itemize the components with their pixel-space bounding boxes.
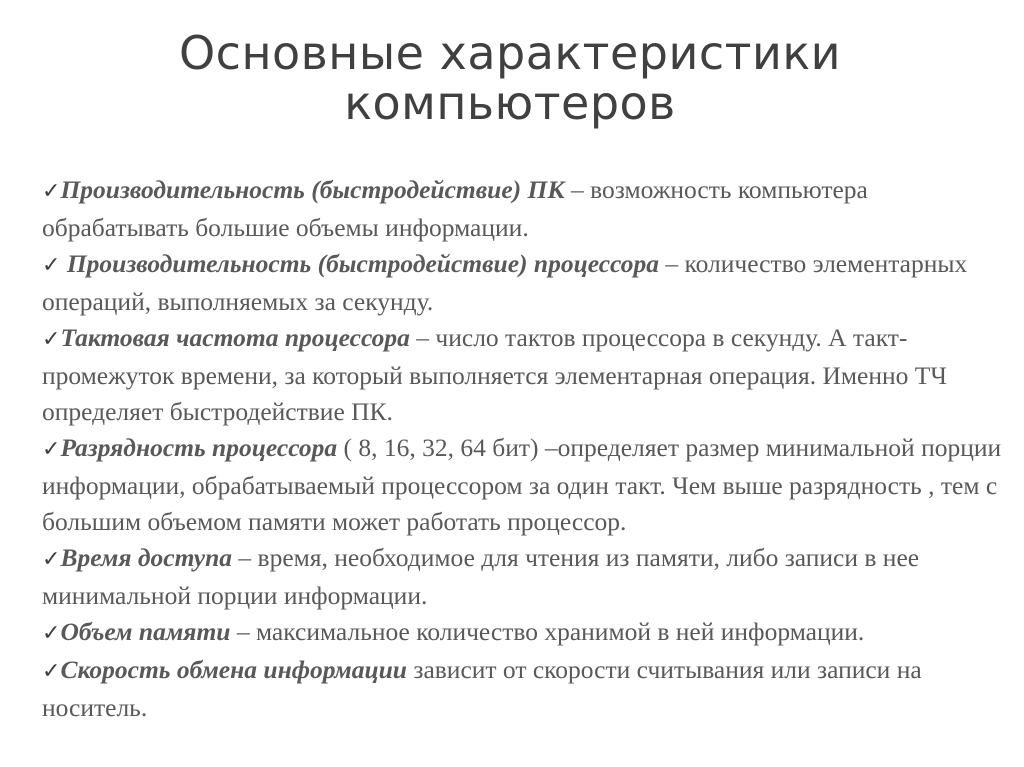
definition-memory-size: – максимальное количество хранимой в ней информации. xyxy=(230,617,865,646)
checkmark-icon: ✓ xyxy=(42,179,61,204)
checkmark-icon: ✓ xyxy=(42,659,61,684)
definition-cpu-performance: – количество элементарных операций, выполняемых за секунду. xyxy=(42,249,968,316)
list-item-memory-size xyxy=(42,614,1010,652)
list-item-pc-performance xyxy=(42,172,1010,246)
checkmark-icon: ✓ xyxy=(42,437,61,462)
checkmark-icon: ✓ xyxy=(42,621,61,646)
slide-title-line-1: Основные характеристики xyxy=(178,26,842,80)
characteristics-list xyxy=(42,172,1010,726)
list-item-clock-frequency xyxy=(42,320,1010,430)
checkmark-icon: ✓ xyxy=(42,547,61,572)
definition-bit-width: ( 8, 16, 32, 64 бит) –определяет размер минимальной порции информации, обрабатываемый процессором за один такт. Чем выше разрядность , тем с большим объемом памяти может работать процессор. xyxy=(42,433,1002,536)
definition-clock-frequency: – число тактов процессора в секунду. А такт- промежуток времени, за который выполняется элементарная операция. Именно ТЧ определяет быстродействие ПК. xyxy=(42,323,947,426)
definition-exchange-speed: зависит от скорости считывания или записи на носитель. xyxy=(42,655,922,722)
term-access-time: Время доступа xyxy=(60,543,233,572)
list-item-cpu-performance xyxy=(42,246,1010,320)
slide-title xyxy=(150,28,870,128)
checkmark-icon: ✓ xyxy=(42,253,61,278)
term-clock-frequency: Тактовая частота процессора xyxy=(60,323,410,352)
term-pc-performance: Производительность (быстродействие) ПК xyxy=(60,175,565,204)
term-exchange-speed: Скорость обмена информации xyxy=(60,655,407,684)
list-item-bit-width xyxy=(42,430,1010,540)
definition-access-time: – время, необходимое для чтения из памяти, либо записи в нее минимальной порции информации. xyxy=(42,543,920,610)
term-bit-width: Разрядность процессора xyxy=(60,433,338,462)
checkmark-icon: ✓ xyxy=(42,327,61,352)
definition-pc-performance: – возможность компьютера обрабатывать большие объемы информации. xyxy=(42,175,868,242)
list-item-access-time xyxy=(42,540,1010,614)
term-cpu-performance: Производительность (быстродействие) процессора xyxy=(60,249,659,278)
term-memory-size: Объем памяти xyxy=(60,617,231,646)
list-item-exchange-speed xyxy=(42,652,1010,726)
slide-title-line-2: компьютеров xyxy=(344,76,676,130)
